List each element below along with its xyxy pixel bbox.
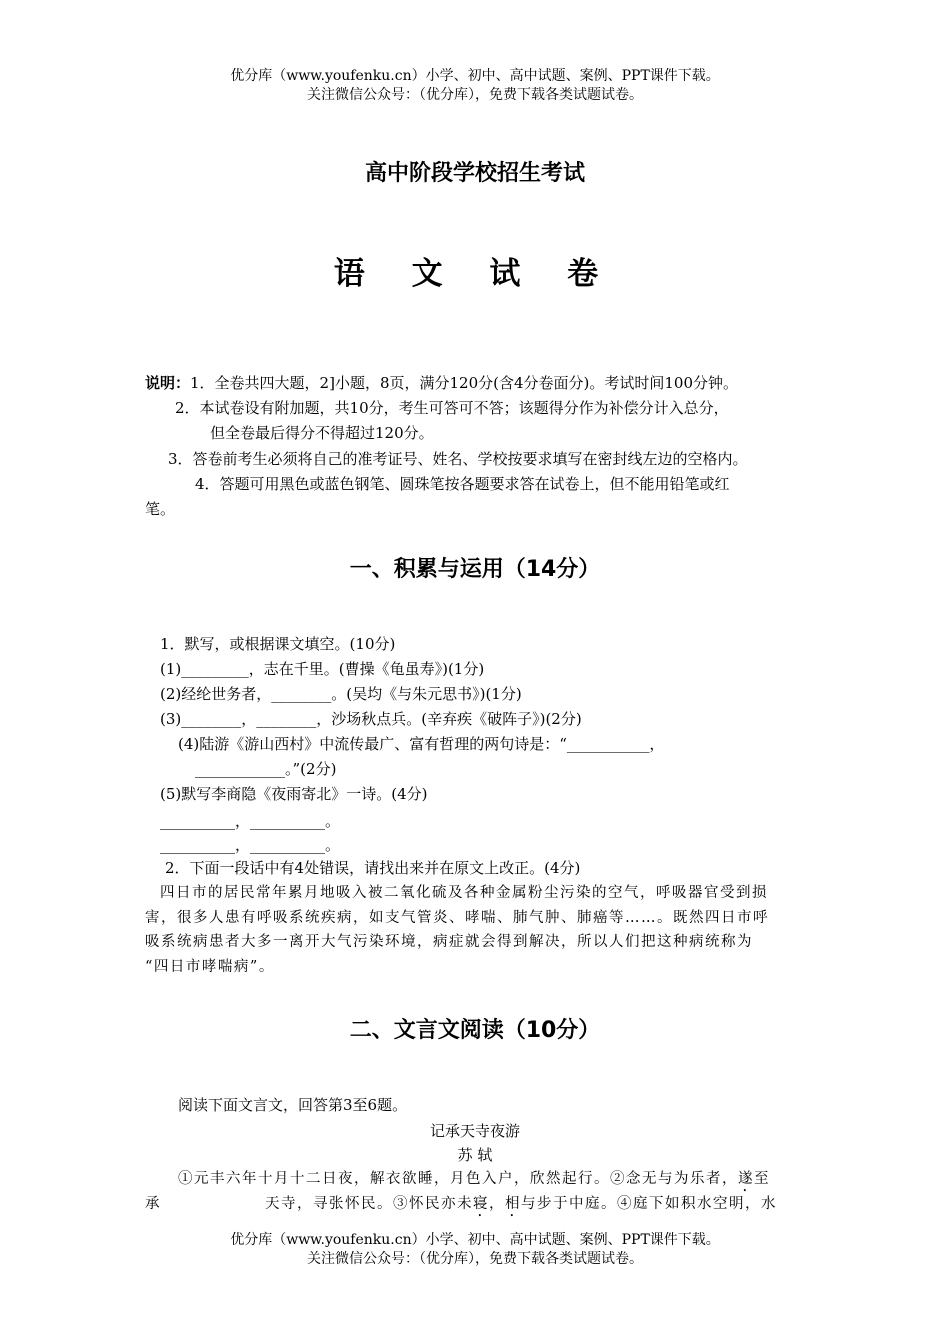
- instructions-item-4b: 笔。: [145, 500, 176, 518]
- q1-1: (1)_________，志在千里。(曹操《龟虽寿》)(1分): [160, 660, 485, 678]
- q1-stem: 1．默写，或根据课文填空。(10分): [160, 635, 396, 653]
- instructions-item-1: [145, 372, 738, 394]
- header-line-2: 关注微信公众号：（优分库），免费下载各类试题试卷。: [307, 87, 643, 103]
- q1-4b: ____________。”(2分): [195, 760, 337, 778]
- q2-stem: 2．下面一段话中有4处错误，请找出来并在原文上改正。(4分): [165, 859, 581, 877]
- line-2-part-a: 天寺，寻张怀民。③怀民亦未: [265, 1196, 473, 1212]
- instructions-item-2a: 2．本试卷设有附加题，共10分，考生可答可不答；该题得分作为补偿分计入总分，: [175, 399, 729, 417]
- section-2-title: 二、文言文阅读（10分）: [349, 1018, 601, 1043]
- text-author: 苏 轼: [457, 1146, 493, 1164]
- q2-paragraph-line-2: 害，很多人患有呼吸系统疾病，如支气管炎、哮喘、肺气肿、肺癌等……。既然四日市呼: [145, 910, 769, 926]
- text-title: 记承天寺夜游: [429, 1122, 520, 1140]
- q2-paragraph-line-4: “四日市哮喘病”。: [145, 959, 275, 975]
- emphasized-char-xiang: 相: [505, 1196, 521, 1212]
- instructions-item-1-text: 1．全卷共四大题，2]小题，8页，满分120分(含4分卷面分)。考试时间100分钟。: [190, 374, 739, 392]
- paper-title: 语 文 试 卷: [333, 256, 617, 292]
- q1-5: (5)默写李商隐《夜雨寄北》一诗。(4分): [160, 785, 428, 803]
- footer-line-2: 关注微信公众号：（优分库），免费下载各类试题试卷。: [307, 1251, 643, 1267]
- exam-title: 高中阶段学校招生考试: [364, 161, 585, 186]
- q1-5b: __________，__________。: [160, 836, 341, 854]
- q2-paragraph-line-3: 吸系统病患者大多一离开大气污染环境，病症就会得到解决，所以人们把这种病统称为: [145, 934, 753, 950]
- classical-text-line-1: [178, 1167, 770, 1195]
- section-1-title: 一、积累与运用（14分）: [349, 557, 601, 582]
- line-1-part-b: 至: [754, 1171, 770, 1187]
- line-2-part-c: 与步于中庭。④庭下如积水空明，水: [521, 1196, 777, 1212]
- instructions-item-2b: 但全卷最后得分不得超过120分。: [210, 424, 434, 442]
- classical-text-line-2-start: 承: [145, 1196, 161, 1212]
- instructions-item-4a: 4．答题可用黑色或蓝色钢笔、圆珠笔按各题要求答在试卷上，但不能用铅笔或红: [195, 475, 730, 493]
- q1-4a: (4)陆游《游山西村》中流传最广、富有哲理的两句诗是：“___________，: [178, 735, 665, 753]
- classical-text-line-2: [265, 1192, 777, 1220]
- q1-5a: __________，__________。: [160, 812, 341, 830]
- q1-3: (3)________，________，沙场秋点兵。(辛弃疾《破阵子》)(2分): [160, 710, 582, 728]
- q2-paragraph-line-1: 四日市的居民常年累月地吸入被二氧化硫及各种金属粉尘污染的空气，呼吸器官受到损: [160, 885, 768, 901]
- q1-2: (2)经纶世务者，________。(吴均《与朱元思书》)(1分): [160, 685, 522, 703]
- emphasized-char-sui: 遂: [738, 1171, 754, 1187]
- header-line-1: 优分库（www.youfenku.cn）小学、初中、高中试题、案例、PPT课件下载。: [230, 68, 720, 84]
- reading-intro: 阅读下面文言文，回答第3至6题。: [178, 1096, 408, 1114]
- emphasized-char-qin: 寝: [473, 1196, 489, 1212]
- instructions-item-3: 3．答卷前考生必须将自己的准考证号、姓名、学校按要求填写在密封线左边的空格内。: [168, 450, 748, 468]
- line-1-part-a: ①元丰六年十月十二日夜，解衣欲睡，月色入户，欣然起行。②念无与为乐者，: [178, 1171, 738, 1187]
- footer-line-1: 优分库（www.youfenku.cn）小学、初中、高中试题、案例、PPT课件下载。: [230, 1232, 720, 1248]
- instructions-label: 说明：: [145, 374, 191, 392]
- line-2-part-b: ，: [489, 1196, 505, 1212]
